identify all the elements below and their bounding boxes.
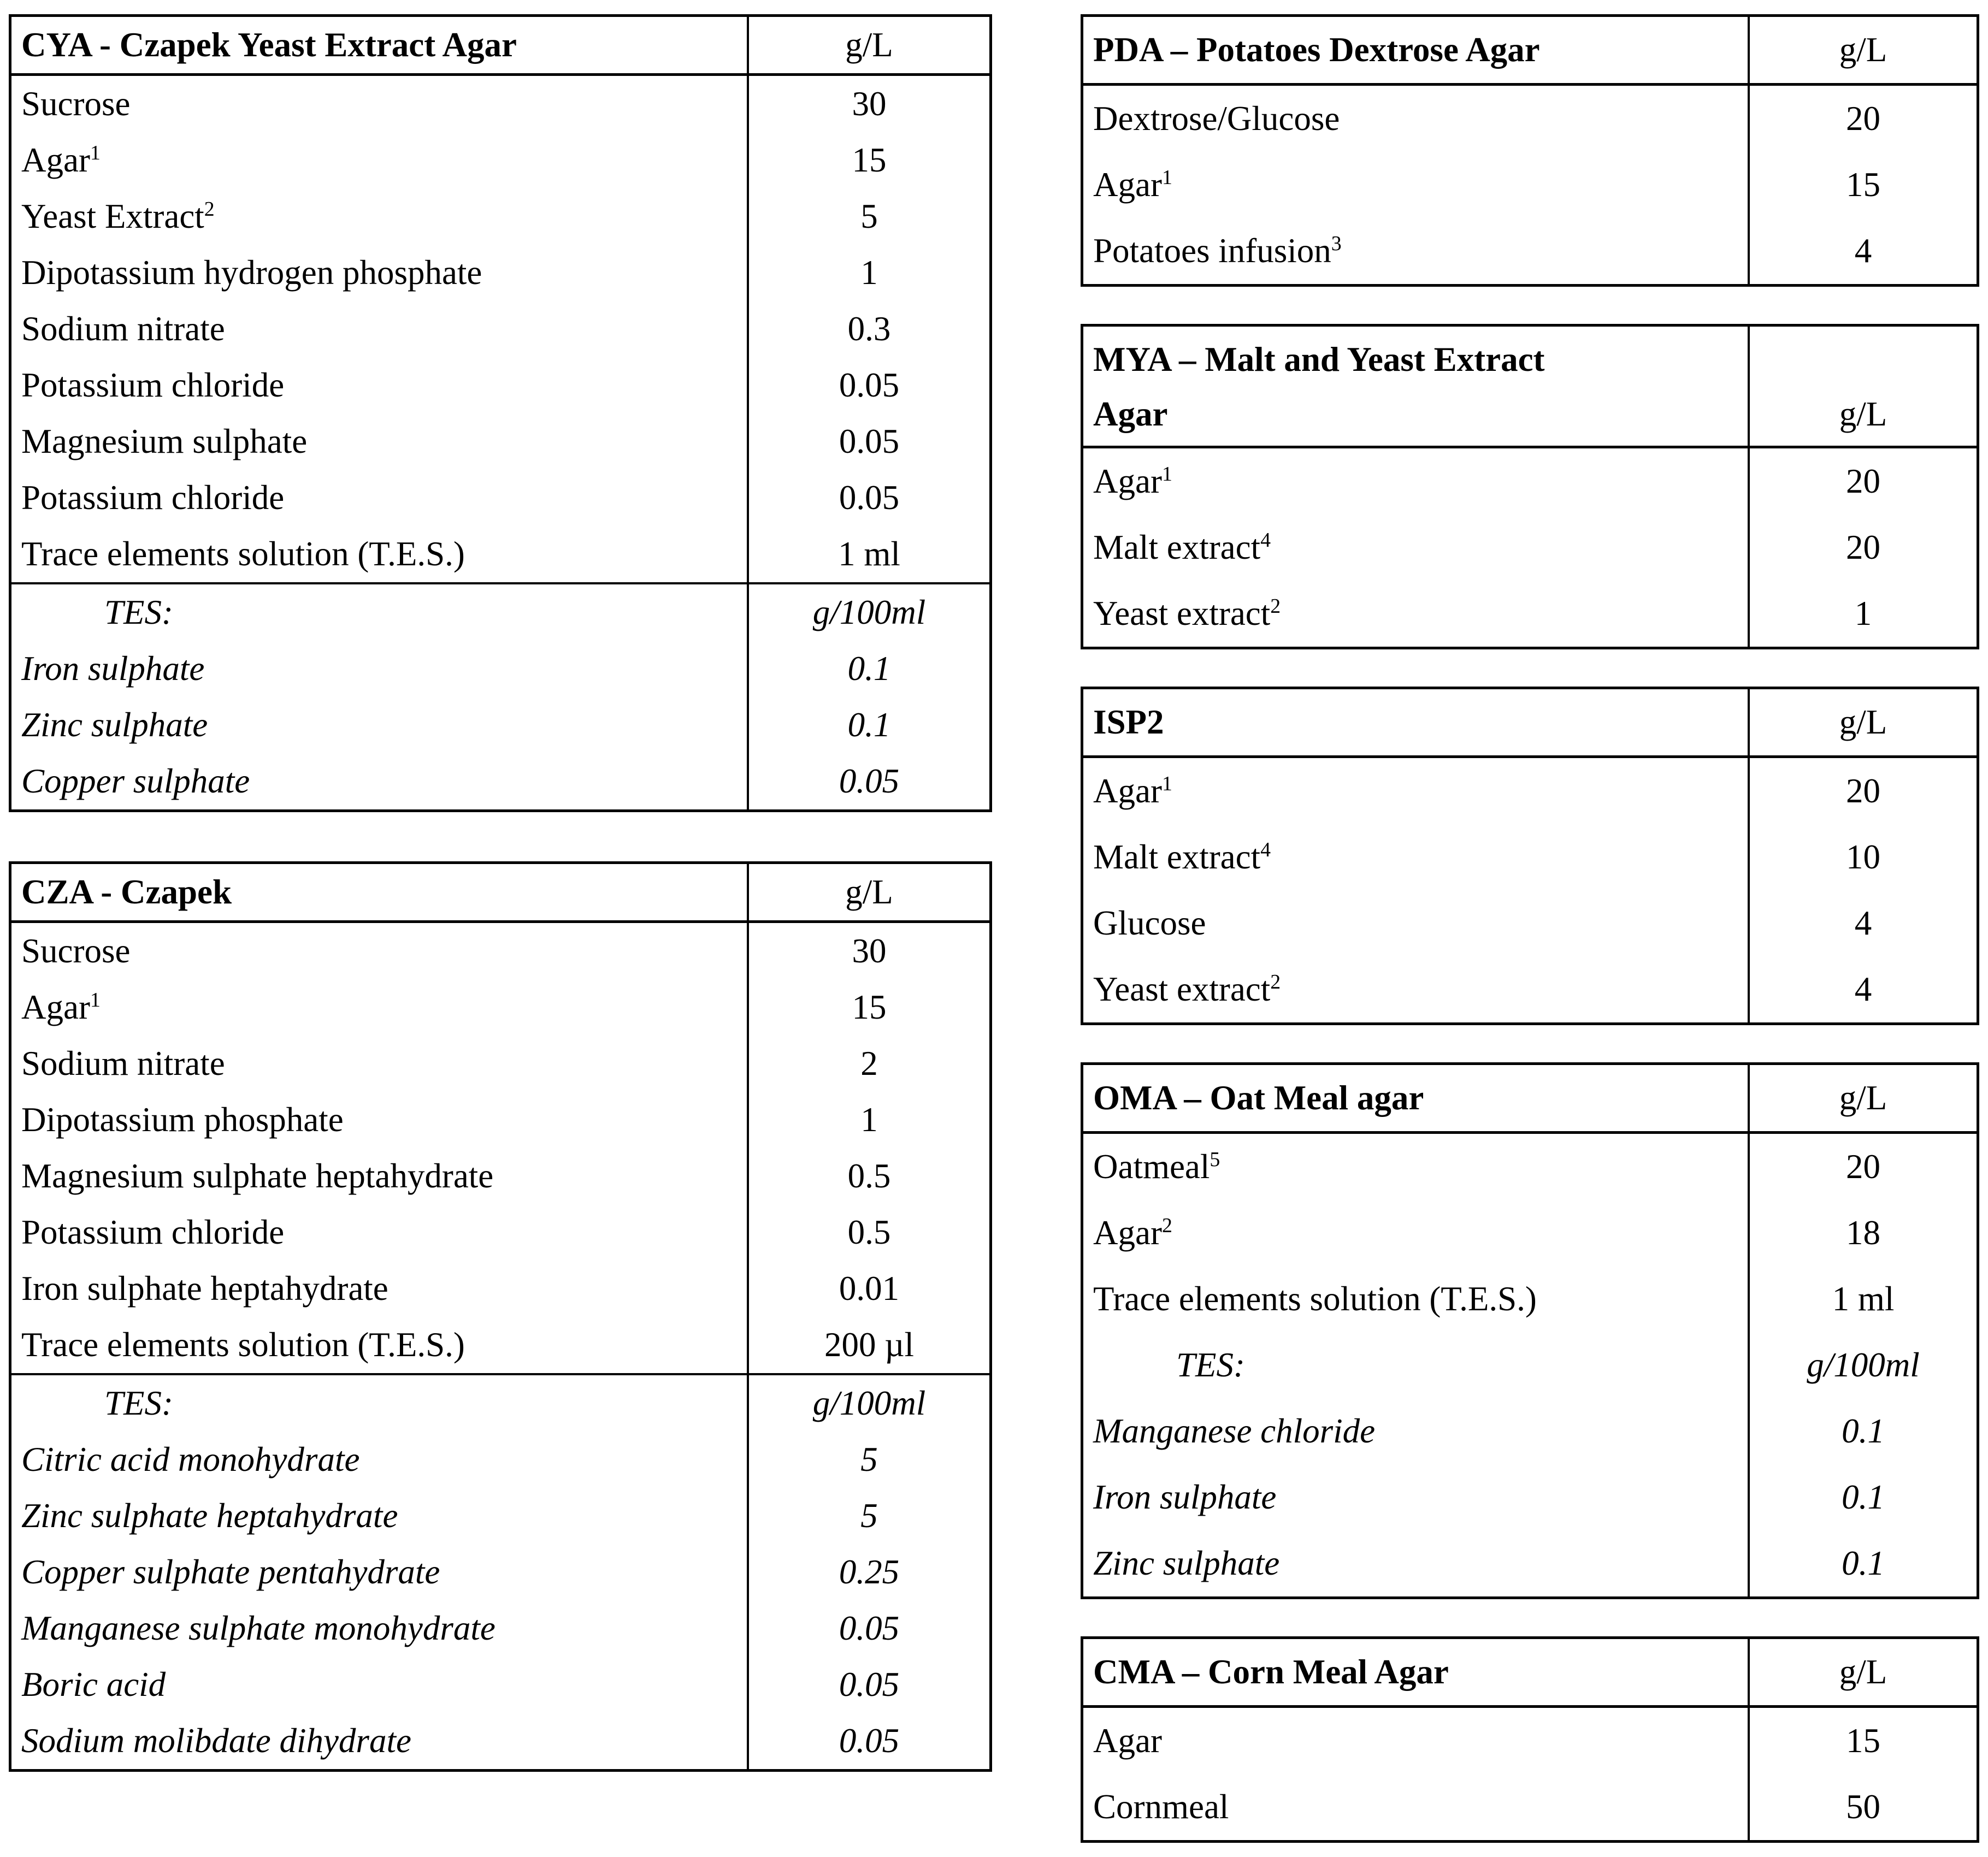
ingredient-name: Iron sulphate xyxy=(1083,1464,1750,1530)
table-cya xyxy=(9,14,992,812)
table-row xyxy=(1083,514,1977,581)
table-row xyxy=(11,1204,989,1261)
ingredient-name: Zinc sulphate heptahydrate xyxy=(11,1488,749,1544)
table-row xyxy=(1083,448,1977,514)
spacer xyxy=(1081,649,1979,687)
ingredient-value: 18 xyxy=(1846,1214,1880,1252)
ingredient-value: 0.1 xyxy=(1842,1412,1885,1450)
tes-row xyxy=(11,1600,989,1657)
tes-heading: TES: xyxy=(11,584,749,641)
ingredient-name: Malt extract$^4$ xyxy=(1083,824,1750,890)
table-row xyxy=(1083,581,1977,647)
ingredient-value: 0.01 xyxy=(839,1269,900,1308)
ingredient-value: 4 xyxy=(1854,904,1872,942)
table-row xyxy=(11,132,989,188)
spacer xyxy=(1081,1025,1979,1062)
tes-row xyxy=(11,1432,989,1488)
ingredient-name: Manganese chloride xyxy=(1083,1398,1750,1464)
ingredient-name: Agar$^1$ xyxy=(1083,152,1750,218)
ingredient-value: 1 ml xyxy=(1832,1280,1895,1318)
table-cma xyxy=(1081,1636,1979,1843)
ingredient-name: Zinc sulphate xyxy=(11,697,749,753)
table-title: CMA – Corn Meal Agar xyxy=(1083,1639,1750,1705)
ingredient-value: 30 xyxy=(852,932,887,970)
ingredient-value: 0.5 xyxy=(847,1157,891,1195)
spacer xyxy=(9,812,992,861)
ingredient-value: 0.1 xyxy=(1842,1478,1885,1516)
left-column xyxy=(9,14,992,1772)
unit-label: g/L xyxy=(845,873,893,911)
ingredient-name: Dipotassium phosphate xyxy=(11,1092,749,1148)
ingredient-name: Agar$^1$ xyxy=(1083,758,1750,824)
ingredient-value: 15 xyxy=(852,988,887,1026)
ingredient-value: 20 xyxy=(1846,528,1880,566)
ingredient-value: 15 xyxy=(1846,165,1880,204)
table-cza xyxy=(9,861,992,1772)
tes-row xyxy=(11,641,989,697)
ingredient-value: 0.5 xyxy=(847,1213,891,1251)
ingredient-value: 0.1 xyxy=(1842,1544,1885,1582)
ingredient-value: 0.1 xyxy=(847,706,891,744)
ingredient-name: Iron sulphate heptahydrate xyxy=(11,1261,749,1317)
table-row xyxy=(11,979,989,1036)
ingredient-value: 200 µl xyxy=(824,1326,915,1364)
tes-header-row xyxy=(11,1373,989,1432)
tes-row xyxy=(11,1657,989,1713)
ingredient-value: 0.05 xyxy=(839,478,900,517)
ingredient-name: Glucose xyxy=(1083,890,1750,956)
ingredient-value: 0.05 xyxy=(839,1609,900,1647)
table-header xyxy=(11,864,989,923)
table-row xyxy=(11,188,989,245)
tes-row xyxy=(11,753,989,809)
ingredient-name: Trace elements solution (T.E.S.) xyxy=(11,526,749,582)
table-title: MYA – Malt and Yeast Extract Agar xyxy=(1083,327,1750,446)
tes-row xyxy=(11,1488,989,1544)
ingredient-name: Sodium nitrate xyxy=(11,1036,749,1092)
table-title: OMA – Oat Meal agar xyxy=(1083,1065,1750,1131)
ingredient-value: 1 xyxy=(860,253,878,292)
tes-row xyxy=(11,1713,989,1769)
ingredient-value: 20 xyxy=(1846,462,1880,500)
tes-header-row xyxy=(1083,1332,1977,1398)
ingredient-value: 0.3 xyxy=(847,310,891,348)
ingredient-value: 15 xyxy=(852,141,887,179)
table-header xyxy=(11,17,989,76)
ingredient-value: 1 xyxy=(1854,594,1872,632)
ingredient-name: Citric acid monohydrate xyxy=(11,1432,749,1488)
spacer xyxy=(1081,1599,1979,1636)
ingredient-value: 0.25 xyxy=(839,1553,900,1591)
table-row xyxy=(1083,758,1977,824)
table-header xyxy=(1083,327,1977,448)
unit-label: g/L xyxy=(1839,31,1887,69)
ingredient-value: 15 xyxy=(1846,1722,1880,1760)
table-row xyxy=(1083,152,1977,218)
ingredient-name: Potatoes infusion$^3$ xyxy=(1083,218,1750,284)
tes-row xyxy=(1083,1464,1977,1530)
ingredient-value: 1 xyxy=(860,1101,878,1139)
tes-heading: TES: xyxy=(11,1375,749,1432)
table-row xyxy=(1083,86,1977,152)
ingredient-name: Agar$^2$ xyxy=(1083,1200,1750,1266)
ingredient-value: 30 xyxy=(852,85,887,123)
ingredient-name: Oatmeal$^5$ xyxy=(1083,1134,1750,1200)
ingredient-name: Dipotassium hydrogen phosphate xyxy=(11,245,749,301)
unit-label: g/L xyxy=(1839,1653,1887,1691)
table-row xyxy=(1083,1134,1977,1200)
unit-label: g/L xyxy=(1839,1079,1887,1117)
ingredient-value: 5 xyxy=(860,1440,878,1478)
ingredient-name: Trace elements solution (T.E.S.) xyxy=(1083,1266,1750,1332)
ingredient-value: 2 xyxy=(860,1044,878,1083)
table-header xyxy=(1083,689,1977,758)
table-row xyxy=(11,1148,989,1204)
ingredient-name: Yeast extract$^2$ xyxy=(1083,956,1750,1022)
ingredient-value: 10 xyxy=(1846,838,1880,876)
table-row xyxy=(1083,890,1977,956)
table-row xyxy=(1083,218,1977,284)
ingredient-value: 20 xyxy=(1846,1148,1880,1186)
ingredient-value: 50 xyxy=(1846,1788,1880,1826)
table-header xyxy=(1083,17,1977,86)
tes-header-row xyxy=(11,582,989,641)
ingredient-value: 5 xyxy=(860,1497,878,1535)
ingredient-value: 4 xyxy=(1854,232,1872,270)
ingredient-name: Yeast extract$^2$ xyxy=(1083,581,1750,647)
ingredient-name: Potassium chloride xyxy=(11,1204,749,1261)
ingredient-name: Iron sulphate xyxy=(11,641,749,697)
table-row xyxy=(11,470,989,526)
tes-heading: TES: xyxy=(1083,1332,1750,1398)
ingredient-value: 0.05 xyxy=(839,762,900,800)
ingredient-name: Manganese sulphate monohydrate xyxy=(11,1600,749,1657)
table-row xyxy=(11,1036,989,1092)
table-row xyxy=(11,1317,989,1373)
table-row xyxy=(11,245,989,301)
ingredient-name: Agar$^1$ xyxy=(1083,448,1750,514)
table-row xyxy=(11,1261,989,1317)
table-title: ISP2 xyxy=(1083,689,1750,755)
ingredient-name: Agar xyxy=(1083,1708,1750,1774)
ingredient-name: Copper sulphate pentahydrate xyxy=(11,1544,749,1600)
ingredient-name: Agar$^1$ xyxy=(11,979,749,1036)
ingredient-name: Magnesium sulphate heptahydrate xyxy=(11,1148,749,1204)
ingredient-name: Yeast Extract$^2$ xyxy=(11,188,749,245)
table-row xyxy=(11,301,989,357)
unit-label: g/L xyxy=(845,26,893,64)
table-title: CYA - Czapek Yeast Extract Agar xyxy=(11,17,749,73)
ingredient-value: 4 xyxy=(1854,970,1872,1008)
tes-row xyxy=(11,1544,989,1600)
ingredient-value: 20 xyxy=(1846,99,1880,138)
ingredient-value: 5 xyxy=(860,197,878,235)
ingredient-name: Trace elements solution (T.E.S.) xyxy=(11,1317,749,1373)
ingredient-name: Magnesium sulphate xyxy=(11,413,749,470)
ingredient-name: Dextrose/Glucose xyxy=(1083,86,1750,152)
ingredient-name: Potassium chloride xyxy=(11,357,749,413)
table-row xyxy=(1083,1774,1977,1840)
ingredient-value: 0.05 xyxy=(839,1722,900,1760)
table-row xyxy=(1083,956,1977,1022)
table-row xyxy=(1083,1708,1977,1774)
table-row xyxy=(1083,1200,1977,1266)
ingredient-name: Boric acid xyxy=(11,1657,749,1713)
tes-row xyxy=(1083,1530,1977,1596)
tes-row xyxy=(1083,1398,1977,1464)
table-mya xyxy=(1081,324,1979,649)
tes-row xyxy=(11,697,989,753)
unit-label: g/L xyxy=(1839,395,1887,433)
ingredient-value: 0.05 xyxy=(839,422,900,460)
table-pda xyxy=(1081,14,1979,287)
ingredient-value: 1 ml xyxy=(838,535,900,573)
ingredient-value: 20 xyxy=(1846,772,1880,810)
table-header xyxy=(1083,1639,1977,1708)
ingredient-name: Sodium nitrate xyxy=(11,301,749,357)
unit-label: g/L xyxy=(1839,703,1887,741)
ingredient-name: Sucrose xyxy=(11,76,749,132)
table-row xyxy=(1083,824,1977,890)
table-row xyxy=(11,1092,989,1148)
ingredient-name: Sucrose xyxy=(11,923,749,979)
table-row xyxy=(11,923,989,979)
ingredient-value: 0.1 xyxy=(847,649,891,688)
ingredient-name: Sodium molibdate dihydrate xyxy=(11,1713,749,1769)
ingredient-name: Malt extract$^4$ xyxy=(1083,514,1750,581)
table-title: CZA - Czapek xyxy=(11,864,749,920)
ingredient-name: Potassium chloride xyxy=(11,470,749,526)
tes-unit-label: g/100ml xyxy=(812,1384,926,1422)
ingredient-name: Cornmeal xyxy=(1083,1774,1750,1840)
right-column xyxy=(1081,14,1979,1843)
spacer xyxy=(1081,287,1979,324)
ingredient-value: 0.05 xyxy=(839,366,900,404)
tes-unit-label: g/100ml xyxy=(812,593,926,631)
table-row xyxy=(11,526,989,582)
ingredient-name: Copper sulphate xyxy=(11,753,749,809)
ingredient-name: Agar$^1$ xyxy=(11,132,749,188)
ingredient-value: 0.05 xyxy=(839,1665,900,1704)
table-row xyxy=(1083,1266,1977,1332)
table-oma xyxy=(1081,1062,1979,1599)
table-row xyxy=(11,413,989,470)
table-row xyxy=(11,76,989,132)
table-title: PDA – Potatoes Dextrose Agar xyxy=(1083,17,1750,83)
tes-unit-label: g/100ml xyxy=(1807,1346,1920,1384)
table-isp2 xyxy=(1081,687,1979,1025)
table-header xyxy=(1083,1065,1977,1134)
ingredient-name: Zinc sulphate xyxy=(1083,1530,1750,1596)
table-row xyxy=(11,357,989,413)
